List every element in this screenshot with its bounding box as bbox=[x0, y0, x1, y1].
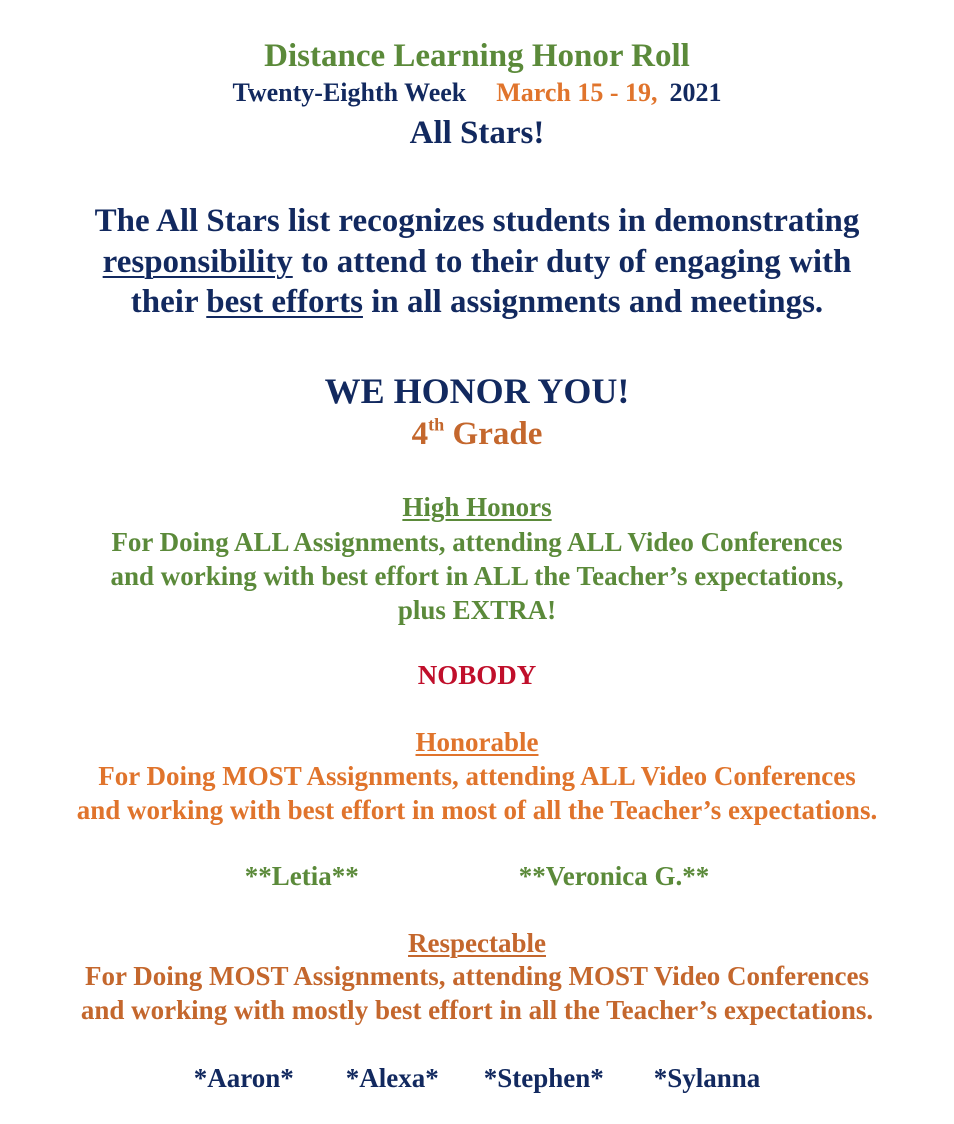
high-honors-heading-text: High Honors bbox=[402, 492, 552, 522]
student-name: *Stephen* bbox=[483, 1063, 604, 1093]
we-honor-you-heading: WE HONOR YOU! bbox=[324, 371, 630, 411]
intro-line-1: The All Stars list recognizes students in demonstrating bbox=[94, 203, 860, 239]
respectable-students bbox=[0, 1063, 954, 1094]
honorable-heading-text: Honorable bbox=[415, 727, 539, 757]
honorable-line-1: For Doing MOST Assignments, attending ALL Video Conferences bbox=[98, 761, 856, 791]
week-line bbox=[0, 78, 954, 108]
document-title: Distance Learning Honor Roll bbox=[264, 38, 690, 74]
student-name: **Veronica G.** bbox=[518, 861, 710, 891]
best-efforts-emphasis: best efforts bbox=[206, 284, 363, 320]
grade-number: 4 bbox=[411, 416, 429, 452]
intro-line-3-rest: in all assignments and meetings. bbox=[371, 284, 824, 320]
honorable-students bbox=[0, 861, 954, 892]
responsibility-emphasis: responsibility bbox=[102, 244, 293, 280]
intro-line-3 bbox=[0, 284, 954, 321]
high-honors-students: NOBODY bbox=[417, 660, 537, 690]
respectable-line-2: and working with mostly best effort in all the Teacher’s expectations. bbox=[80, 995, 874, 1025]
high-honors-line-3: plus EXTRA! bbox=[397, 595, 557, 625]
student-name: *Alexa* bbox=[345, 1063, 439, 1093]
intro-line-2-rest: to attend to their duty of engaging with bbox=[301, 244, 852, 280]
all-stars-subtitle: All Stars! bbox=[409, 115, 545, 151]
grade-heading bbox=[0, 416, 954, 453]
high-honors-line-1: For Doing ALL Assignments, attending ALL Video Conferences bbox=[111, 527, 843, 557]
student-name: *Sylanna bbox=[653, 1063, 761, 1093]
honorable-line-2: and working with best effort in most of all the Teacher’s expectations. bbox=[76, 795, 878, 825]
intro-line-2 bbox=[0, 244, 954, 281]
respectable-line-1: For Doing MOST Assignments, attending MOST Video Conferences bbox=[84, 961, 870, 991]
honorable-heading bbox=[0, 727, 954, 758]
week-label: Twenty-Eighth Week bbox=[232, 78, 467, 107]
grade-word: Grade bbox=[452, 416, 543, 452]
high-honors-line-2: and working with best effort in ALL the Teacher’s expectations, bbox=[110, 561, 844, 591]
student-name: *Aaron* bbox=[193, 1063, 294, 1093]
student-name: **Letia** bbox=[244, 861, 359, 891]
respectable-heading-text: Respectable bbox=[408, 928, 546, 958]
respectable-heading bbox=[0, 928, 954, 959]
high-honors-heading bbox=[0, 492, 954, 523]
week-year: 2021 bbox=[669, 78, 722, 107]
intro-line-3-start: their bbox=[130, 284, 199, 320]
grade-suffix: th bbox=[428, 414, 445, 435]
week-dates: March 15 - 19, bbox=[496, 78, 658, 107]
